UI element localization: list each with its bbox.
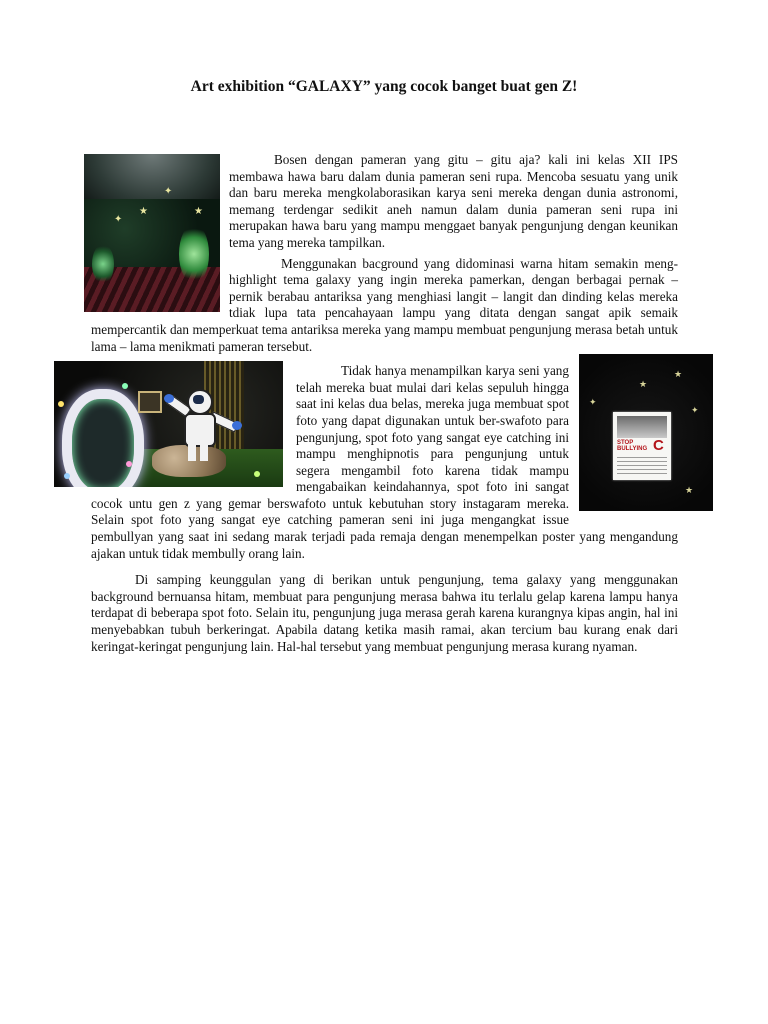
- document-title: Art exhibition “GALAXY” yang cocok banget buat gen Z!: [190, 78, 578, 95]
- paragraph-1: Bosen dengan pameran yang gitu – gitu aja? kali ini kelas XII IPS membawa hawa baru dalam dunia pameran seni rupa. Mencoba sesuatu yang unik dan baru mereka mengkolaborasikan karya seni mereka dengan dunia astronomi, memang terdengar sedikit aneh namun dalam dunia pameran seni rupa ini merupakan hawa baru yang mampu menggaet banyak pengunjung dengan keunikan tema yang mereka tampilkan.: [229, 152, 678, 250]
- star-icon: ✦: [691, 405, 699, 416]
- photo-astronaut-spot: [54, 361, 283, 487]
- paragraph-2: Menggunakan bacground yang didominasi warna hitam semakin meng-highlight tema galaxy yang ingin mereka pamerkan, dengan berbagai pernak – pernik berabau antariksa yang menghiasi langit – langit dan dinding kelas mereka tdiak lupa tata pencahayaan lampu yang ditata dengan sangat apik semaik mempercantik dan memperkuat tema antariksa mereka yang mampu membuat pengunjung merasa betah untuk lama – lama menikmati pameran tersebut.: [91, 255, 678, 354]
- star-icon: ★: [674, 369, 683, 380]
- photo-stop-bullying-poster: [579, 354, 713, 511]
- star-icon: ★: [639, 379, 648, 390]
- article-body: [91, 152, 699, 659]
- photo-classroom-galaxy: [84, 154, 220, 312]
- star-icon: ✦: [589, 397, 597, 408]
- paragraph-3: Tidak hanya menampilkan karya seni yang telah mereka buat mulai dari kelas sepuluh hingga saat ini kelas dua belas, mereka juga membuat spot foto yang dapat digunakan untuk ber-swafoto para pengunjung, spot foto yang sangat eye catching ini mampu menghipnotis para pengunjung untuk segera mengambil foto karena tidak mampu mengabaikan keindahannya, spot foto ini sangat cocok untu gen z yang gemar berswafoto untuk kebutuhan story instagaram mereka. Selain spot foto yang sangat eye catching pameran seni ini juga mengangkat issue pembullyan yang saat ini sedang marak terjadi pada remaja dengan menempelkan poster yang mengandung ajakan untuk tidak membully orang lain.: [91, 363, 678, 561]
- star-icon: ✦: [114, 214, 123, 225]
- poster-letter: C: [653, 437, 664, 455]
- paragraph-4: Di samping keunggulan yang di berikan untuk pengunjung, tema galaxy yang menggunakan background bernuansa hitam, membuat para pengunjung merasa bahwa itu terlalu gelap karena lampu hanya terdapat di beberapa spot foto. Selain itu, pengunjung juga merasa gerah karena kurangnya kipas angin, hal ini menyebabkan tubuh berkeringat. Apabila datang ketika masih ramai, akan tercium bau kurang enak dari keringat-keringat pengunjung lain. Hal-hal tersebut yang membuat pengunjung merasa kurang nyaman.: [91, 572, 678, 654]
- star-icon: ★: [194, 206, 203, 217]
- poster-headline: STOP BULLYING: [617, 440, 648, 453]
- star-icon: ★: [139, 206, 148, 217]
- star-icon: ★: [685, 485, 694, 496]
- star-icon: ✦: [164, 186, 173, 197]
- poster: [613, 412, 671, 480]
